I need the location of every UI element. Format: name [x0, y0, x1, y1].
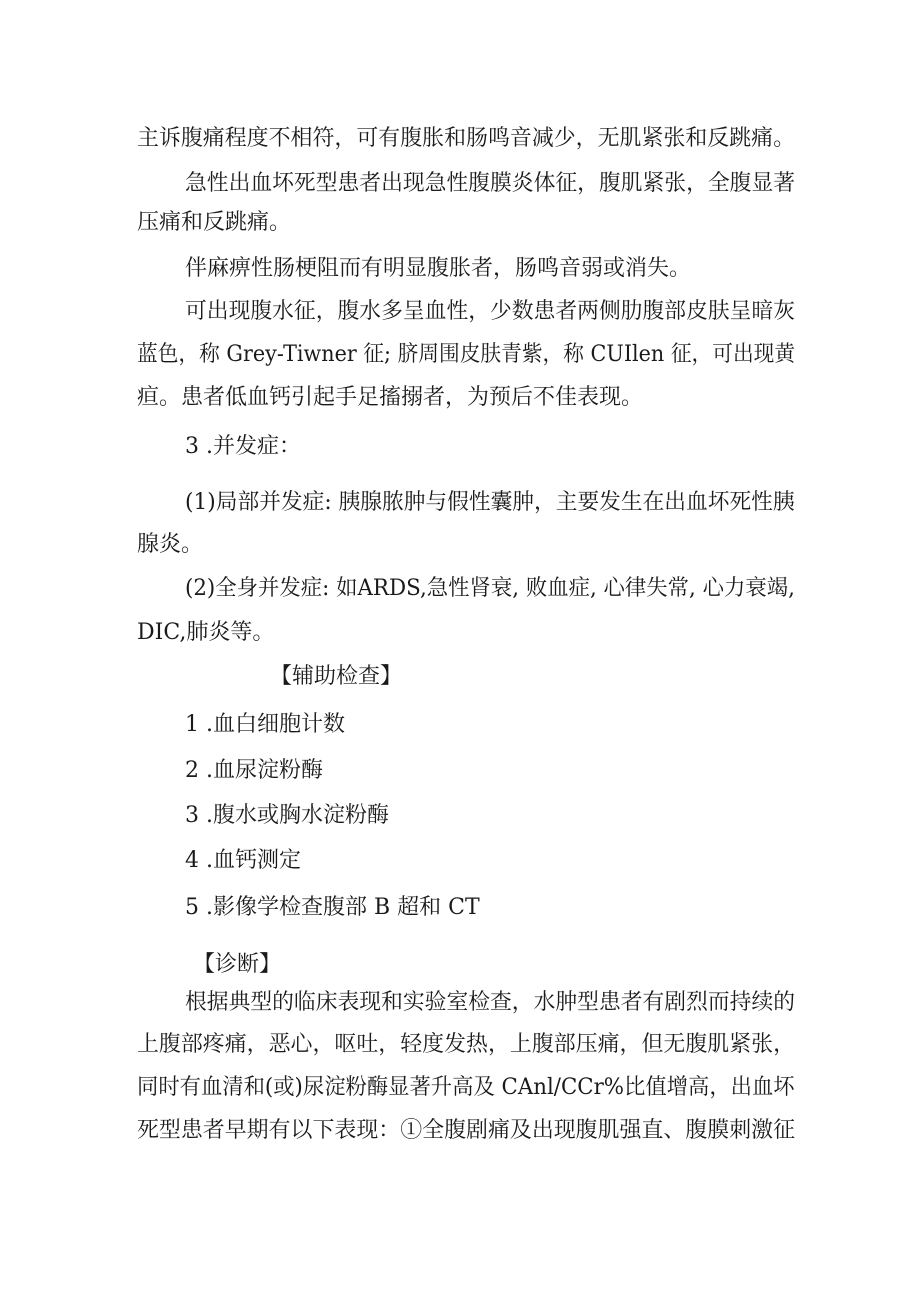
text-line-23: 死型患者早期有以下表现：①全腹剧痛及出现腹肌强直、腹膜刺激征 [137, 1118, 796, 1143]
text-line-3: 压痛和反跳痛。 [137, 210, 292, 235]
list-item: 3 .腹水或胸水淀粉酶 [185, 803, 389, 828]
text-line-4: 伴麻痹性肠梗阻而有明显腹胀者，肠鸣音弱或消失。 [185, 256, 692, 281]
section-heading-diagnosis: 【诊断】 [193, 952, 282, 977]
list-item: 2 .血尿淀粉酶 [185, 758, 323, 783]
text-line-10: 腺炎。 [137, 532, 204, 557]
text-line-20: 根据典型的临床表现和实验室检查，水肿型患者有剧烈而持续的 [185, 990, 796, 1015]
list-item: 5 .影像学检查腹部 B 超和 CT [185, 895, 480, 920]
text-line-22: 同时有血清和(或)尿淀粉酶显著升高及 CAnl/CCr%比值增高，出血坏 [137, 1075, 795, 1100]
text-line-1: 主诉腹痛程度不相符，可有腹胀和肠鸣音减少，无肌紧张和反跳痛。 [137, 126, 796, 151]
text-line-12: DIC,肺炎等。 [137, 620, 275, 645]
text-line-11: (2)全身并发症: 如ARDS,急性肾衰, 败血症, 心律失常, 心力衰竭, [185, 576, 795, 601]
text-line-5: 可出现腹水征，腹水多呈血性，少数患者两侧肋腹部皮肤呈暗灰 [185, 299, 796, 324]
text-line-7: 疸。患者低血钙引起手足搐搦者，为预后不佳表现。 [137, 385, 644, 410]
text-line-6: 蓝色，称 Grey-Tiwner 征; 脐周围皮肤青紫，称 CUIlen 征，可出现黄 [137, 342, 796, 367]
text-line-9: (1)局部并发症: 胰腺脓肿与假性囊肿，主要发生在出血坏死性胰 [185, 490, 795, 515]
list-item: 4 .血钙测定 [185, 848, 301, 873]
text-line-2: 急性出血坏死型患者出现急性腹膜炎体征，腹肌紧张，全腹显著 [185, 171, 796, 196]
section-heading-auxiliary-exams: 【辅助检查】 [270, 664, 403, 689]
section-heading-complications: 3 .并发症： [185, 434, 301, 459]
list-item: 1 .血白细胞计数 [185, 712, 345, 737]
text-line-21: 上腹部疼痛，恶心，呕吐，轻度发热，上腹部压痛，但无腹肌紧张， [137, 1032, 796, 1057]
